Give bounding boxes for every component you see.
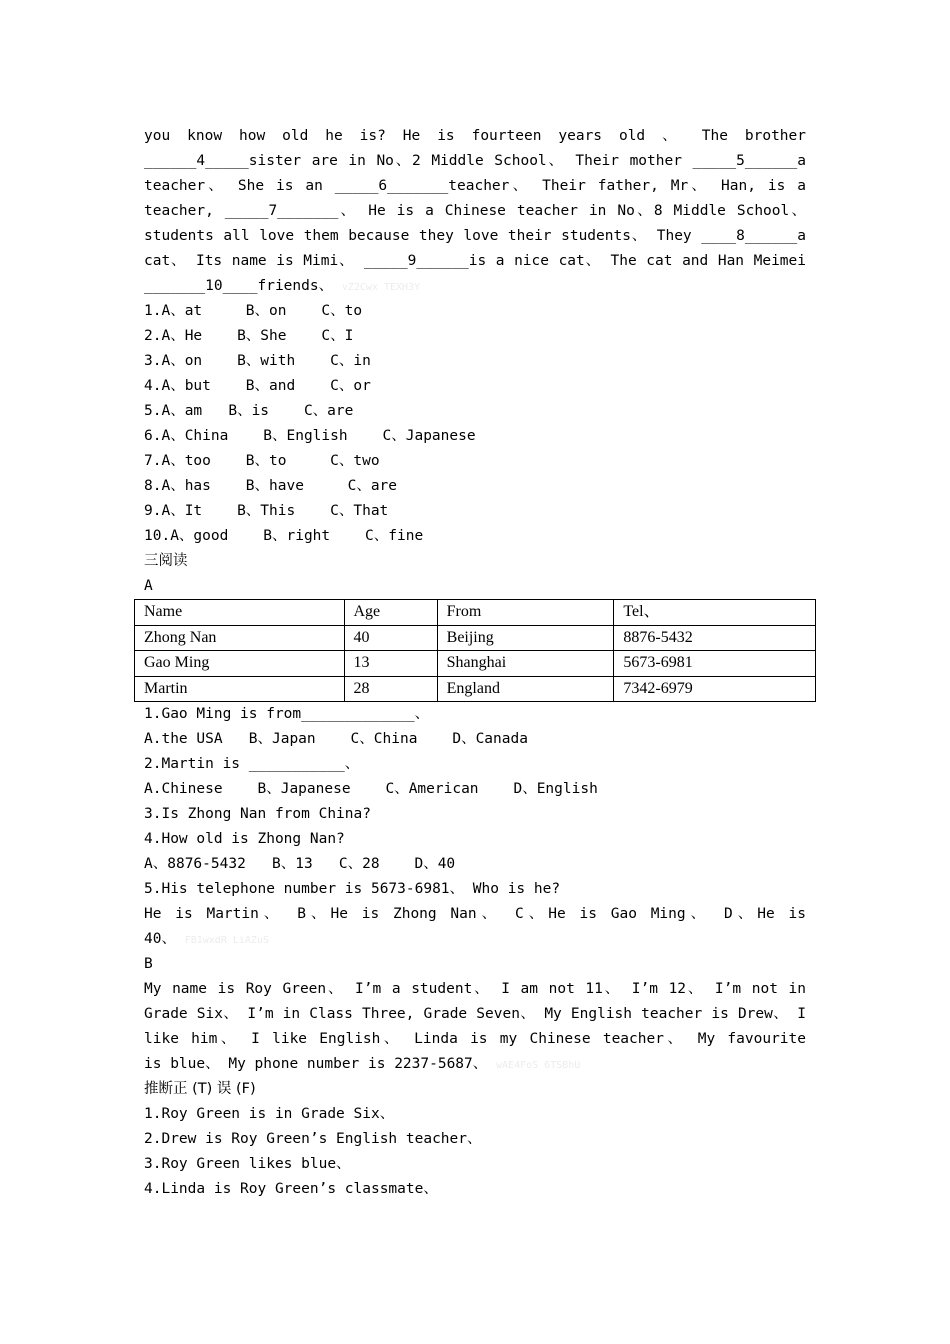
question-line: A、8876-5432 B、13 C、28 D、40 <box>144 856 456 872</box>
option-line: 4.A、but B、and C、or <box>144 378 371 394</box>
question-line: 2.Martin is ___________、 <box>144 756 360 772</box>
document-content <box>144 124 806 1202</box>
part-b-label: B <box>144 956 153 972</box>
q5-options-line: He is Martin、 B、He is Zhong Nan、 C、He is Gao Ming、 D、He is <box>144 906 806 922</box>
part-a-label: A <box>144 578 153 594</box>
question-line: A.Chinese B、Japanese C、American D、English <box>144 781 598 797</box>
passage-line: teacher、 She is an _____6_______teacher、 Their father, Mr、 Han, is a <box>144 178 806 194</box>
table-header-cell: Name <box>135 600 345 626</box>
watermark-text: FB1wxdR LiAZuS <box>184 935 269 946</box>
info-table <box>134 599 816 702</box>
table-cell: Beijing <box>437 625 614 651</box>
cloze-options <box>144 299 806 549</box>
option-line: 5.A、am B、is C、are <box>144 403 354 419</box>
passage-line: teacher, _____7_______、 He is a Chinese teacher in No、8 Middle School、 <box>144 203 806 219</box>
table-cell: 5673-6981 <box>614 651 816 677</box>
option-line: 8.A、has B、have C、are <box>144 478 398 494</box>
table-cell: Gao Ming <box>135 651 345 677</box>
option-line: 1.A、at B、on C、to <box>144 303 363 319</box>
q5-options-end: 40、 <box>144 931 176 947</box>
tf-question: 2.Drew is Roy Green’s English teacher、 <box>144 1131 482 1147</box>
table-cell: England <box>437 676 614 702</box>
table-cell: 8876-5432 <box>614 625 816 651</box>
table-row <box>135 625 816 651</box>
question-line: 1.Gao Ming is from_____________、 <box>144 706 430 722</box>
watermark-text: vZ2Cwx TEXH3Y <box>341 282 421 293</box>
cloze-passage <box>144 124 806 299</box>
passage-line: cat、 Its name is Mimi、 _____9______is a nice cat、 The cat and Han Meimei <box>144 253 806 269</box>
passage-line <box>144 1052 806 1077</box>
tf-title: 推断正 (T) 误 (F) <box>144 1081 256 1097</box>
passage-last-text: is blue、 My phone number is 2237-5687、 <box>144 1056 488 1072</box>
option-line: 2.A、He B、She C、I <box>144 328 354 344</box>
tf-question: 1.Roy Green is in Grade Six、 <box>144 1106 395 1122</box>
tf-questions <box>144 1102 806 1202</box>
table-cell: 28 <box>344 676 437 702</box>
passage-line: Grade Six、 I’m in Class Three, Grade Seven、 My English teacher is Drew、 I <box>144 1006 806 1022</box>
passage-line: My name is Roy Green、 I’m a student、 I am not 11、 I’m 12、 I’m not in <box>144 981 806 997</box>
passage-last-text: _______10____friends、 <box>144 278 334 294</box>
table-header-cell: From <box>437 600 614 626</box>
watermark-text: wAE4FoS 6TSBhU <box>496 1060 581 1071</box>
table-header-cell: Age <box>344 600 437 626</box>
passage-line: you know how old he is? He is fourteen years old 、 The brother <box>144 128 806 144</box>
passage-line: like him、 I like English、 Linda is my Chinese teacher、 My favourite <box>144 1031 806 1047</box>
table-row <box>135 651 816 677</box>
tf-question: 3.Roy Green likes blue、 <box>144 1156 351 1172</box>
passage-line <box>144 274 806 299</box>
table-cell: Zhong Nan <box>135 625 345 651</box>
table-row <box>135 676 816 702</box>
tf-question: 4.Linda is Roy Green’s classmate、 <box>144 1181 438 1197</box>
part-b-passage <box>144 977 806 1077</box>
table-cell: 13 <box>344 651 437 677</box>
option-line: 6.A、China B、English C、Japanese <box>144 428 476 444</box>
question-line: 3.Is Zhong Nan from China? <box>144 806 371 822</box>
table-cell: Martin <box>135 676 345 702</box>
table-cell: 40 <box>344 625 437 651</box>
question-line: A.the USA B、Japan C、China D、Canada <box>144 731 528 747</box>
question-line: 4.How old is Zhong Nan? <box>144 831 345 847</box>
passage-line: ______4_____sister are in No、2 Middle School、 Their mother _____5______a <box>144 153 806 169</box>
table-header-cell: Tel、 <box>614 600 816 626</box>
table-cell: 7342-6979 <box>614 676 816 702</box>
table-cell: Shanghai <box>437 651 614 677</box>
passage-line: students all love them because they love their students、 They ____8______a <box>144 228 806 244</box>
option-line: 9.A、It B、This C、That <box>144 503 389 519</box>
q5-options-end-line <box>144 927 806 952</box>
option-line: 10.A、good B、right C、fine <box>144 528 424 544</box>
question-line: 5.His telephone number is 5673-6981、 Who is he? <box>144 881 561 897</box>
option-line: 7.A、too B、to C、two <box>144 453 380 469</box>
table-header-row <box>135 600 816 626</box>
option-line: 3.A、on B、with C、in <box>144 353 371 369</box>
part-a-questions <box>144 702 806 952</box>
section-title: 三阅读 <box>144 553 188 569</box>
